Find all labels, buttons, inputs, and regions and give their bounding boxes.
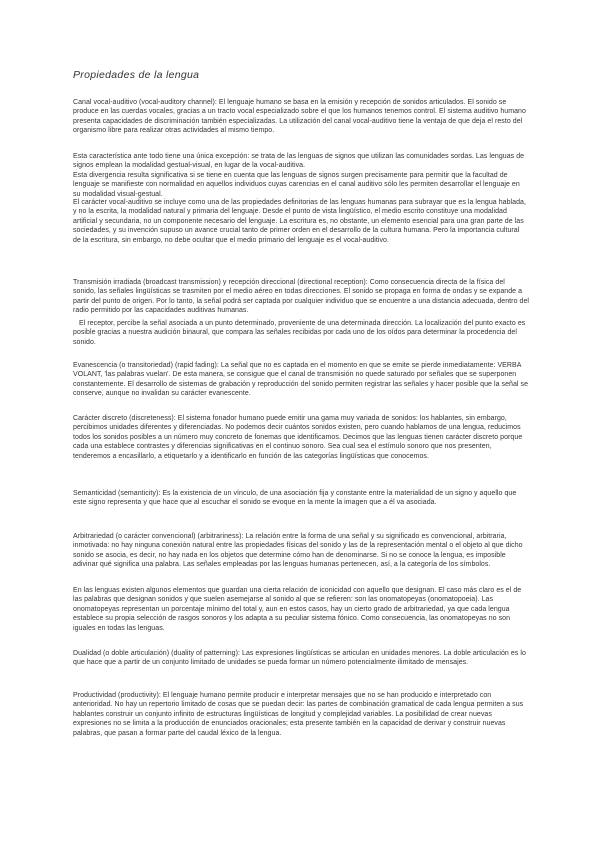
paragraph-canal-vocal-auditivo: Canal vocal-auditivo (vocal-auditory channel): El lenguaje humano se basa en la emisión y recepción de sonidos articulados. El sonido se produce en las cuerdas vocales, gracias a un tracto vocal especializado sobre el que los humanos tenemos control. El sistema auditivo humano presenta capacidades de discriminación también especializadas. La utilización del canal vocal-auditivo tiene la ventaja de que deja el resto del organismo libre para realizar otras actividades al mismo tiempo. (73, 99, 526, 135)
paragraph-arbitrariedad: Arbitrariedad (o carácter convencional) (arbitrariness): La relación entre la forma de una señal y su significado es convencional, arbitraria, inmotivada: no hay ninguna conexión natural entre las propiedades físicas del sonido y las de la representación mental o el objeto al que dicho sonido se asocia, es decir, no hay nada en los objetos que determine cómo han de denominarse. Si no se conoce la lengua, es imposible adivinar qué significa una palabra. Las señales empleadas por las lenguas humanas pertenecen, así, a la categoría de los símbolos. (73, 533, 523, 569)
paragraph-lenguas-de-signos: Esta característica ante todo tiene una única excepción: se trata de las lenguas de signos que utilizan las comunidades sordas. Las lenguas de signos emplean la modalidad gestual-visual, en lugar de la vocal-auditiva. (73, 153, 525, 170)
paragraph-semanticidad: Semanticidad (semanticity): Es la existencia de un vínculo, de una asociación fija y constante entre la materialidad de un signo y aquello que este signo representa y que hace que al escuchar el sonido se evoque en la mente la imagen que a él va asociada. (73, 490, 517, 507)
paragraph-receptor: El receptor, percibe la señal asociada a un punto determinado, proveniente de una determinada dirección. La localización del punto exacto es posible gracias a nuestra audición binaural, que compara las señales recibidas por cada uno de los oídos para determinar la procedencia del sonido. (73, 320, 526, 346)
paragraph-onomatopeyas: En las lenguas existen algunos elementos que guardan una cierta relación de iconicidad con aquello que designan. El caso más claro es el de las palabras que designan sonidos y que suelen asemejarse al sonido al que se refieren: son las onomatopeyas (onomatopoeia). Las onomatopeyas representan un porcentaje mínimo del total y, aun en estos casos, hay un cierto grado de arbitrariedad, ya que cada lengua establece su propia selección de rasgos sonoros y los adapta a su peculiar sistema fónico. Como consecuencia, las onomatopeyas no son iguales en todas las lenguas. (73, 587, 522, 632)
paragraph-divergencia: Esta divergencia resulta significativa si se tiene en cuenta que las lenguas de signos surgen precisamente para permitir que la facultad de lenguaje se manifieste con normalidad en aquellos individuos cuyas carencias en el canal auditivo sólo les permiten desarrollar el lenguaje en su modalidad visual-gestual. (73, 172, 520, 198)
paragraph-caracter-vocal-auditivo: El carácter vocal-auditivo se incluye como una de las propiedades definitorias de las lenguas humanas para subrayar que es la lengua hablada, y no la escrita, la modalidad natural y primaria del lenguaje. Desde el punto de vista lingüístico, el medio escrito constituye una modalidad artificial y secundaria, no un componente necesario del lenguaje. La escritura es, no obstante, un elemento esencial para una gran parte de las sociedades, y su invención supuso un avance crucial tanto de primer orden en el desarrollo de la cultura humana. Pero la importancia cultural de la escritura, sin embargo, no debe ocultar que el medio primario del lenguaje es el vocal-auditivo. (73, 199, 526, 244)
page-title: Propiedades de la lengua (73, 69, 200, 81)
paragraph-caracter-discreto: Carácter discreto (discreteness): El sistema fonador humano puede emitir una gama muy variada de sonidos: los hablantes, sin embargo, percibimos unidades diferentes y diferenciadas. No podemos decir cuántos sonidos existen, pero cuando hablamos de una lengua, reducimos todos los sonidos posibles a un número muy concreto de fonemas que identificamos. Decimos que las lenguas tienen carácter discreto porque cada una establece contrastes y diferencias significativas en el continuo sonoro. Sea cual sea el estímulo sonoro que nos presenten, tenderemos a encasillarlo, a etiquetarlo y a identificarlo en función de las categorías lingüísticas que conocemos. (73, 415, 523, 460)
paragraph-productividad: Productividad (productivity): El lenguaje humano permite producir e interpretar mensajes que no se han producido e interpretado con anterioridad. No hay un repertorio limitado de cosas que se puedan decir: las partes de combinación gramatical de cada lengua permiten a sus hablantes construir un conjunto infinito de estructuras lingüísticas de longitud y complejidad variables. La posibilidad de crear nuevas expresiones no se limita a la producción de enunciados oracionales; esta presente también en la capacidad de derivar y construir nuevas palabras, que pasan a formar parte del caudal léxico de la lengua. (73, 692, 524, 737)
paragraph-transmision-irradiada: Transmisión irradiada (broadcast transmission) y recepción direccional (directional reception): Como consecuencia directa de la física del sonido, las señales lingüísticas se trasmiten por el medio aéreo en todas direcciones. El sonido se propaga en forma de ondas y se expande a partir del punto de origen. Por lo tanto, la señal podrá ser captada por cualquier individuo que se encuentre a una distancia adecuada, dentro del radio permitido por las capacidades auditivas humanas. (73, 279, 529, 315)
paragraph-dualidad: Dualidad (o doble articulación) (duality of patterning): Las expresiones lingüísticas se articulan en unidades menores. La doble articulación es lo que hace que a partir de un conjunto limitado de unidades se pueda formar un número potencialmente ilimitado de mensajes. (73, 650, 526, 667)
paragraph-evanescencia: Evanescencia (o transitoriedad) (rapid fading): La señal que no es captada en el momento en que se emite se pierde inmediatamente: VERBA VOLANT, 'las palabras vuelan'. De esta manera, se consigue que el canal de transmisión no quede saturado por señales que se superponen constantemente. El desarrollo de sistemas de grabación y reproducción del sonido permiten registrar las señales y hacer posible que la señal se conserve, aunque no invalidan su carácter evanescente. (73, 362, 529, 398)
